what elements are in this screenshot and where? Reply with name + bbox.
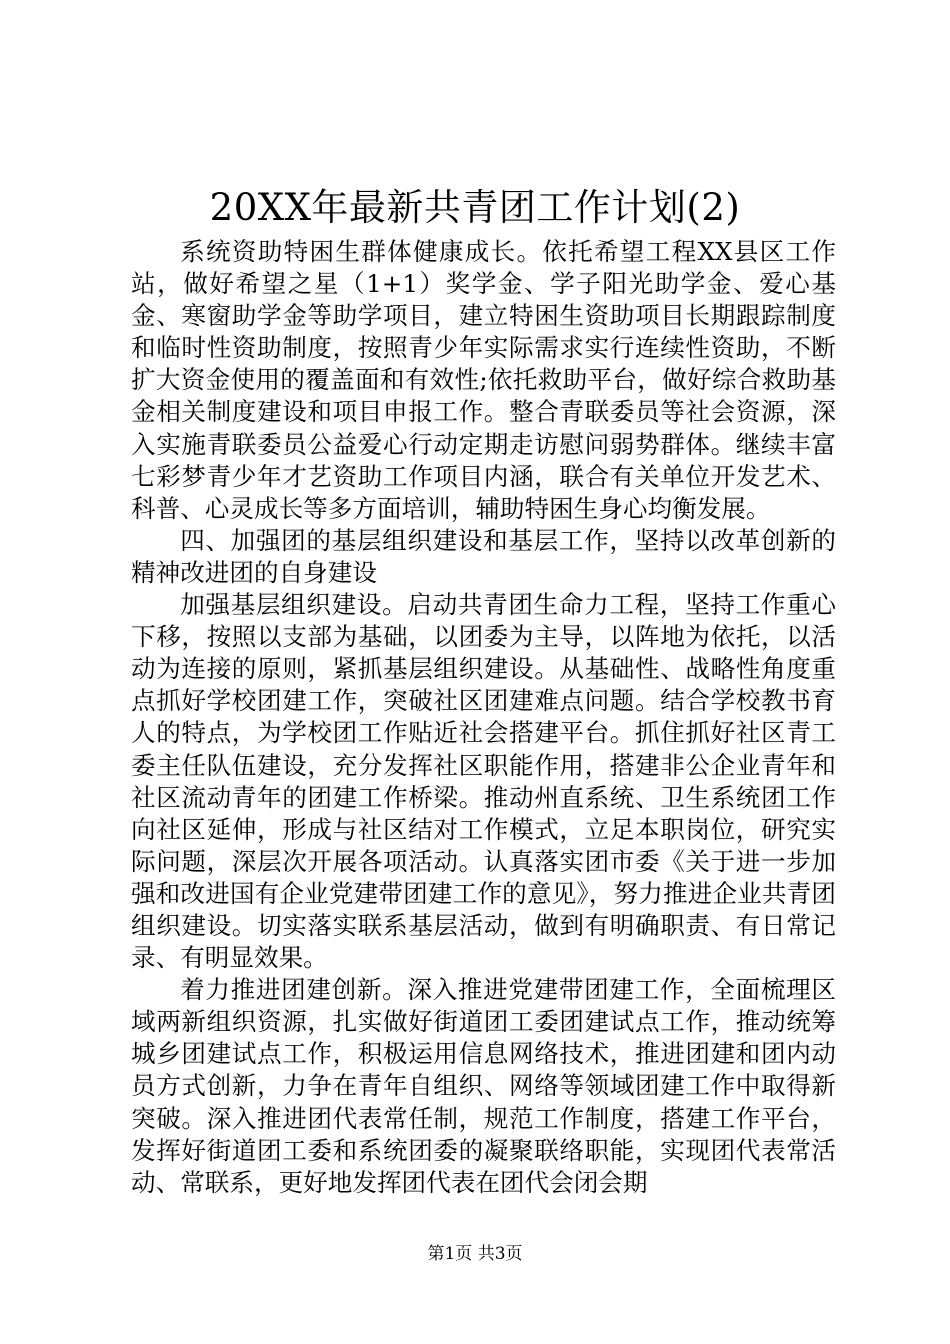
paragraph-2-section-heading: 四、加强团的基层组织建设和基层工作，坚持以改革创新的精神改进团的自身建设 bbox=[131, 525, 836, 587]
page-number-footer: 第1页 共3页 bbox=[427, 1244, 523, 1264]
document-title: 20XX年最新共青团工作计划(2) bbox=[209, 186, 741, 229]
document-body bbox=[131, 236, 836, 1199]
paragraph-4: 着力推进团建创新。深入推进党建带团建工作，全面梳理区域两新组织资源，扎实做好街道团工委团建试点工作，推动统筹城乡团建试点工作，积极运用信息网络技术，推进团建和团内动员方式创新，力争在青年自组织、网络等领域团建工作中取得新突破。深入推进团代表常任制，规范工作制度，搭建工作平台，发挥好街道团工委和系统团委的凝聚联络职能，实现团代表常活动、常联系，更好地发挥团代表在团代会闭会期 bbox=[131, 975, 836, 1197]
paragraph-1: 系统资助特困生群体健康成长。依托希望工程XX县区工作站，做好希望之星（1+1）奖学金、学子阳光助学金、爱心基金、寒窗助学金等助学项目，建立特困生资助项目长期跟踪制度和临时性资助制度，按照青少年实际需求实行连续性资助，不断扩大资金使用的覆盖面和有效性;依托救助平台，做好综合救助基金相关制度建设和项目申报工作。整合青联委员等社会资源，深入实施青联委员公益爱心行动定期走访慰问弱势群体。继续丰富七彩梦青少年才艺资助工作项目内涵，联合有关单位开发艺术、科普、心灵成长等多方面培训，辅助特困生身心均衡发展。 bbox=[131, 237, 836, 523]
paragraph-3: 加强基层组织建设。启动共青团生命力工程，坚持工作重心下移，按照以支部为基础，以团委为主导，以阵地为依托，以活动为连接的原则，紧抓基层组织建设。从基础性、战略性角度重点抓好学校团建工作，突破社区团建难点问题。结合学校教书育人的特点，为学校团工作贴近社会搭建平台。抓住抓好社区青工委主任队伍建设，充分发挥社区职能作用，搭建非公企业青年和社区流动青年的团建工作桥梁。推动州直系统、卫生系统团工作向社区延伸，形成与社区结对工作模式，立足本职岗位，研究实际问题，深层次开展各项活动。认真落实团市委《关于进一步加强和改进国有企业党建带团建工作的意见》，努力推进企业共青团组织建设。切实落实联系基层活动，做到有明确职责、有日常记录、有明显效果。 bbox=[131, 590, 836, 973]
